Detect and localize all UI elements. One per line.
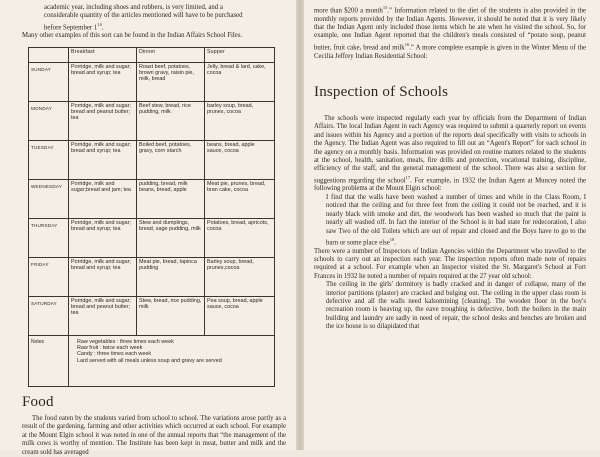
day-cell: SATURDAY <box>29 296 69 335</box>
breakfast-cell: Porridge, milk and sugar; bread and peanut butter; tea <box>69 296 137 335</box>
book-gutter <box>296 0 304 450</box>
examples-line: Many other examples of this sort can be found in the Indian Affairs School Files. <box>22 32 243 40</box>
supper-cell: barley soup, bread, prunes, cocoa <box>205 101 275 140</box>
muncey-quote <box>326 194 586 248</box>
dinner-cell: Beef stew, bread, rice pudding, milk <box>137 101 205 140</box>
supper-cell: Barley soup, bread, prunes,cocoa <box>205 257 275 296</box>
text-run: .” A more complete example is given in the Winter Menu of the Cecilia Jeffrey Indian Residential School: <box>314 44 587 60</box>
day-cell: THURSDAY <box>29 218 69 257</box>
food-heading: Food <box>22 393 54 410</box>
dinner-cell: Roast beef, potatoes, brown gravy, raisin pie, milk, bread <box>137 62 205 101</box>
text-run: The schools were inspected regularly each year by officials from the Department of Indian Affairs. The local Indian Agent in each Agency was required to submit a quarterly report on events and issues within his Agency and a portion of the reports deal specifically with visits to schools in the Agency. The Indian Agent was also required to fill out an “Agent's Report” for each school in the agency on a monthly basis. Information was provided on routine matters related to the students at the school, health, sanitation, meals, fire drills and protection, vocational training, discipline, efficiency of the staff, and the general management of the school. There was also a section for suggestions regarding the school <box>314 114 586 185</box>
dinner-cell: Stew and dumplings, bread, sage pudding, milk <box>137 218 205 257</box>
text-run: I find that the walls have been washed a number of times and while in the Class Room, I noticed that the ceiling and for three feet from the ceiling it could not be reached, and it is nearly black with smoke and dirt, the woodwork has been washed so much that the paint is nearly all washed off. In fact the interior of the School is in bad state for redecoration, I also saw Two of the old Toilets which are out of repair and closed and the Boys have to go to the barn or some place else <box>326 193 586 247</box>
right-page <box>304 0 600 450</box>
breakfast-cell: Porridge, milk and sugar; bread and syrup; tea <box>69 257 137 296</box>
supper-cell: Jelly, bread & lard, cake, cocoa <box>205 62 275 101</box>
continued-paragraph <box>314 4 586 61</box>
breakfast-cell: Porridge, milk and sugar;bread and jam; tea <box>69 179 137 218</box>
intro-tail: . <box>101 24 104 32</box>
repairs-paragraph: There were a number of Inspectors of Indian Agencies within the Department who travelled to the schools to carry out an inspection each year. The inspection reports often made note of repairs required at a school. For example when an Inspector visited the St. Margaret's School at Fort Frances in 1932 he noted a number of repairs required at the 27 year old school: <box>314 247 586 280</box>
text-run: . For example, in 1932 the Indian Agent at Muncey noted the following problems at the Mount Elgin school: <box>314 177 586 193</box>
dinner-cell: pudding, bread, milk beans, bread, apple <box>137 179 205 218</box>
breakfast-cell: Porridge, milk and sugar; bread and peanut butter; tea <box>69 101 137 140</box>
table-row <box>29 296 275 335</box>
text-run: .” Information related to the diet of the students is also provided in the monthly reports provided by the Indian Agents. However, it should be noted that it is very likely that the Indian Agent only included those items which he ate when he visited the school. So, for example, one Indian Agent reported that the children's meals consisted of “potato soup, peanut butter, fruit cake, bread and milk <box>314 7 586 52</box>
food-paragraph: The food eaten by the students varied from school to school. The variations arose partly as a result of the gardening, farming and other activities which occurred at each school. For example at the Mount Elgin school it was noted in one of the annual reports that “the management of the milk cows is worthy of mention. The Institute has been kept in meat, butter and milk and the cream sold has averaged <box>22 414 286 456</box>
note-line: Lard served with all meals unless soup and gravy are served <box>77 357 222 364</box>
footnote-marker: 16 <box>404 41 410 47</box>
footnote-marker: 14 <box>97 21 102 27</box>
breakfast-cell: Porridge, milk and sugar; bread and syrup; tea <box>69 140 137 179</box>
table-row <box>29 257 275 296</box>
notes-row <box>29 335 275 386</box>
supper-cell: beans, bread, apple sauce, cocoa <box>205 140 275 179</box>
dinner-cell: Boiled beef, potatoes, gravy, corn starch <box>137 140 205 179</box>
header-day <box>29 47 69 62</box>
intro-line-3: before September 1 <box>44 24 98 32</box>
note-line: Raw fruit : twice each week <box>77 345 143 352</box>
fort-frances-quote: The ceiling in the girls' dormitory is badly cracked and in danger of collapse, many of the interior partitions (plaster) are cracked and bulging out. The ceiling in the upper class room is defective and all the walls need kalsomining [cleaning]. The wooden floor in the boy's recreation room is heaving up, the eave troughing is defective, both the boilers in the main building and laundry are sadly in need of repair, the school desks and benches are broken and the ice house is so dilapidated that <box>326 281 586 331</box>
day-cell: SUNDAY <box>29 62 69 101</box>
table-row <box>29 179 275 218</box>
breakfast-cell: Porridge, milk and sugar; bread and syrup; tea <box>69 62 137 101</box>
supper-cell: Potatoes, bread, apricots, cocoa <box>205 218 275 257</box>
intro-paragraph <box>22 4 286 32</box>
header-dinner: Dinner <box>137 47 205 62</box>
breakfast-cell: Porridge, milk and sugar; bread and syrup; tea <box>69 218 137 257</box>
notes-label: Notes <box>29 335 69 386</box>
header-supper: Supper <box>205 47 275 62</box>
table-row <box>29 101 275 140</box>
intro-line-1: academic year, including shoes and rubbers, is very limited, and a <box>44 4 223 11</box>
table-row <box>29 218 275 257</box>
note-line: Raw vegetables : three times each week <box>77 338 174 345</box>
inspection-heading: Inspection of Schools <box>314 83 449 100</box>
day-cell: WEDNESDAY <box>29 179 69 218</box>
supper-cell: Pea soup, bread, apple sauce, cocoa <box>205 296 275 335</box>
footnote-marker: 15 <box>382 5 388 10</box>
day-cell: FRIDAY <box>29 257 69 296</box>
footnote-marker: 17 <box>405 174 411 180</box>
intro-line-2: considerable quantity of the articles mentioned will have to be purchased <box>44 12 243 20</box>
day-cell: TUESDAY <box>29 140 69 179</box>
text-run: . <box>394 239 396 247</box>
winter-menu-table <box>28 47 275 387</box>
footnote-marker: 18 <box>389 236 395 242</box>
table-header-row <box>29 47 275 62</box>
notes-content <box>69 335 275 386</box>
header-breakfast: Breakfast <box>69 47 137 62</box>
text-run: more than $200 a month <box>314 7 383 15</box>
supper-cell: Meat pie, prunes, bread, bran cake, cocoa <box>205 179 275 218</box>
note-line: Candy : three times each week <box>77 351 152 358</box>
left-page <box>0 0 296 456</box>
inspection-paragraph <box>314 115 586 194</box>
dinner-cell: Meat pie, bread, tapioca pudding <box>137 257 205 296</box>
table-row <box>29 62 275 101</box>
day-cell: MONDAY <box>29 101 69 140</box>
dinner-cell: Stew, bread, rice pudding, milk <box>137 296 205 335</box>
table-row <box>29 140 275 179</box>
